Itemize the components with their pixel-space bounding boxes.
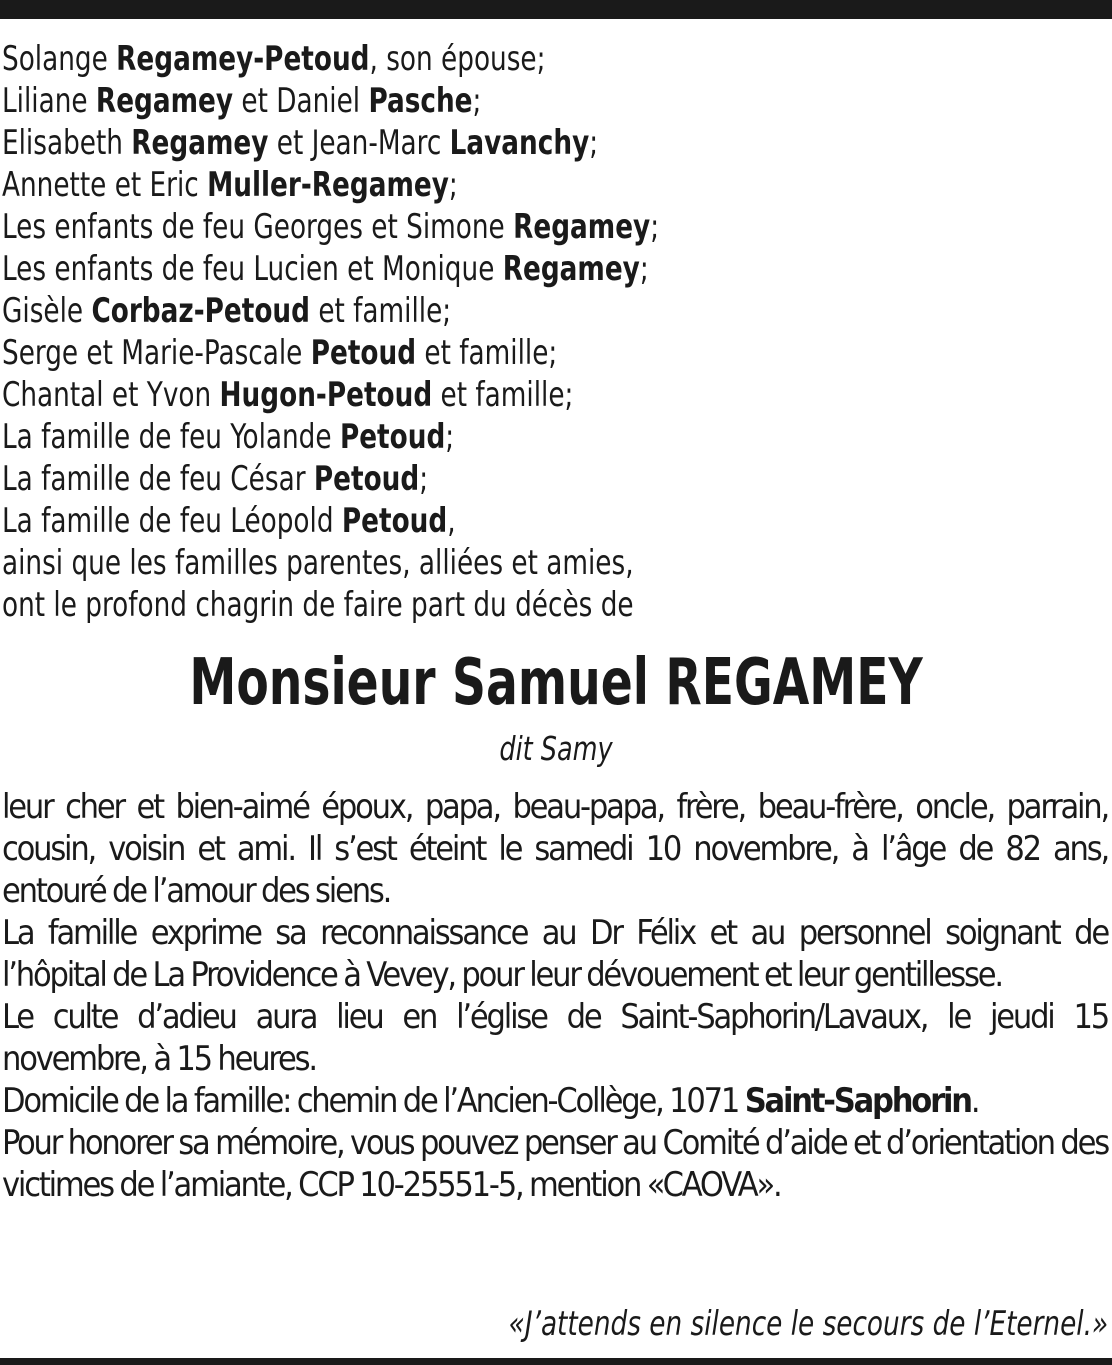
mourner-line: Gisèle Corbaz-Petoud et famille; [2,291,452,331]
mourner-line: Serge et Marie-Pascale Petoud et famille; [2,333,558,373]
announcement-line: ont le profond chagrin de faire part du décès de [2,585,634,625]
mourner-line: Elisabeth Regamey et Jean-Marc Lavanchy; [2,123,599,163]
mourner-line: Chantal et Yvon Hugon-Petoud et famille; [2,375,574,415]
obituary-body [2,786,1108,1206]
address-paragraph: Domicile de la famille: chemin de l’Ancien-Collège, 1071 Saint-Saphorin. [2,1081,979,1121]
tribute-paragraph: leur cher et bien-aimé époux, papa, beau-papa, frère, beau-frère, oncle, parrain, cousin, voisin et ami. Il s’est éteint le samedi 10 novembre, à l’âge de 82 ans, entouré de l’amour des siens. [2,787,1108,911]
mourner-line: ainsi que les familles parentes, alliées et amies, [2,543,634,583]
mourner-line: Solange Regamey-Petoud, son épouse; [2,39,546,79]
service-paragraph: Le culte d’adieu aura lieu en l’église de Saint-Saphorin/Lavaux, le jeudi 15 novembre, à 15 heures. [2,997,1108,1079]
top-rule [0,0,1112,19]
deceased-name: Monsieur Samuel REGAMEY [189,646,923,720]
mourner-line: Liliane Regamey et Daniel Pasche; [2,81,482,121]
bottom-rule [0,1358,1112,1365]
deceased-nickname: dit Samy [499,729,613,768]
mourners-list [2,38,953,626]
mourner-line: La famille de feu Léopold Petoud, [2,501,456,541]
mourner-line: La famille de feu Yolande Petoud; [2,417,455,457]
closing-quote: «J’attends en silence le secours de l’Eternel.» [508,1304,1108,1344]
donation-paragraph: Pour honorer sa mémoire, vous pouvez penser au Comité d’aide et d’orientation des victimes de l’amiante, CCP 10-25551-5, mention «CAOVA». [2,1123,1108,1205]
thanks-paragraph: La famille exprime sa reconnaissance au Dr Félix et au personnel soignant de l’hôpital de La Providence à Vevey, pour leur dévouement et leur gentillesse. [2,913,1108,995]
mourner-line: Annette et Eric Muller-Regamey; [2,165,458,205]
mourner-line: La famille de feu César Petoud; [2,459,429,499]
mourner-line: Les enfants de feu Georges et Simone Regamey; [2,207,660,247]
mourner-line: Les enfants de feu Lucien et Monique Regamey; [2,249,649,289]
